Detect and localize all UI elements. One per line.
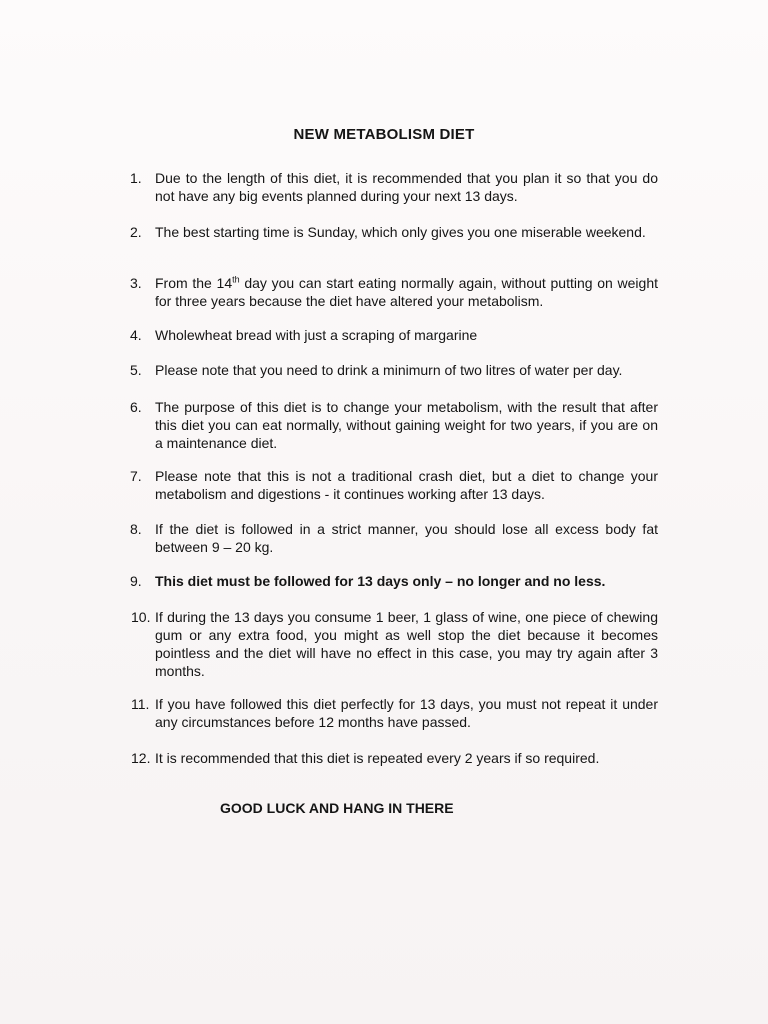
item-text <box>155 274 658 310</box>
item-text: If you have followed this diet perfectly for 13 days, you must not repeat it under any circumstances before 12 months have passed. <box>155 696 658 730</box>
item-text: It is recommended that this diet is repeated every 2 years if so required. <box>155 750 600 766</box>
item-text: Wholewheat bread with just a scraping of margarine <box>155 327 478 343</box>
item-text: This diet must be followed for 13 days only – no longer and no less. <box>155 573 606 589</box>
item-number: 8. <box>130 521 142 537</box>
item-text: Please note that you need to drink a minimurn of two litres of water per day. <box>155 362 623 378</box>
item-text: Please note that this is not a traditional crash diet, but a diet to change your metabolism and digestions - it continues working after 13 days. <box>155 468 658 502</box>
item-text: Due to the length of this diet, it is recommended that you plan it so that you do not have any big events planned during your next 13 days. <box>155 170 658 204</box>
item-number: 6. <box>130 399 142 415</box>
item-text: If during the 13 days you consume 1 beer, 1 glass of wine, one piece of chewing gum or any extra food, you might as well stop the diet because it becomes pointless and the diet will have no effect in this case, you may try again after 3 months. <box>155 609 658 679</box>
item-number: 10. <box>131 609 151 625</box>
item-number: 1. <box>130 170 142 186</box>
item-number: 2. <box>130 224 142 240</box>
closing-message: GOOD LUCK AND HANG IN THERE <box>220 800 454 816</box>
item-text-after: day you can start eating normally again, without putting on weight for three years because the diet have altered your metabolism. <box>155 275 659 309</box>
item-number: 9. <box>130 573 142 589</box>
item-text-superscript: th <box>232 274 240 285</box>
item-text: The purpose of this diet is to change your metabolism, with the result that after this diet you can eat normally, without gaining weight for two years, if you are on a maintenance diet. <box>155 399 658 451</box>
item-number: 11. <box>131 696 150 712</box>
document-title: NEW METABOLISM DIET <box>293 126 475 143</box>
item-text: If the diet is followed in a strict manner, you should lose all excess body fat between 9 – 20 kg. <box>155 521 658 555</box>
item-number: 3. <box>130 275 142 291</box>
item-text-before: From the 14 <box>155 275 233 291</box>
item-number: 4. <box>130 327 142 343</box>
item-number: 5. <box>130 362 142 378</box>
item-text: The best starting time is Sunday, which only gives you one miserable weekend. <box>155 224 646 240</box>
item-number: 7. <box>130 468 142 484</box>
item-number: 12. <box>131 750 151 766</box>
